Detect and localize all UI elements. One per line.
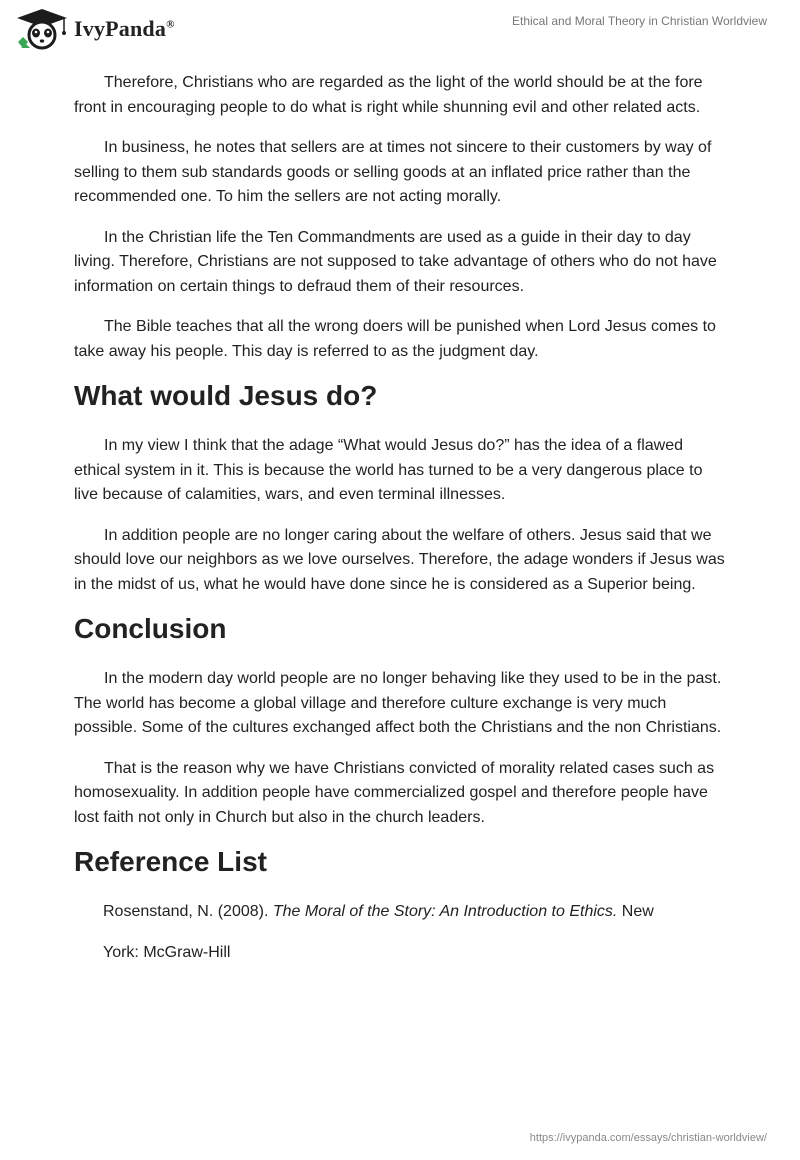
- section-heading-references: Reference List: [74, 846, 267, 877]
- jesus-paragraph-1: In my view I think that the adage “What would Jesus do?” has the idea of a flawed ethical system in it. This is because the world has turned to be a very dangerous place to live because of calamities, wars, and even terminal illnesses.: [74, 437, 703, 503]
- reference-entry-continued: York: McGraw-Hill: [103, 943, 231, 961]
- conclusion-paragraph-1: In the modern day world people are no longer behaving like they used to be in the past. The world has become a global village and therefore culture exchange is very much possible. Some of the cultures exchanged affect both the Christians and the non Christians.: [74, 670, 722, 736]
- section-heading-jesus: What would Jesus do?: [74, 380, 378, 411]
- page-header: [0, 0, 800, 60]
- intro-paragraph-1: Therefore, Christians who are regarded as the light of the world should be at the fore front in encouraging people to do what is right while shunning evil and other related acts.: [74, 74, 703, 116]
- conclusion-paragraph-2: That is the reason why we have Christians convicted of morality related cases such as homosexuality. In addition people have commercialized gospel and therefore people have lost faith not only in Church but also in the church leaders.: [74, 759, 715, 826]
- reference-entry: [74, 900, 730, 925]
- intro-paragraph-3: In the Christian life the Ten Commandments are used as a guide in their day to day living. Therefore, Christians are not supposed to take advantage of others who do not have information on certain things to defraud them of their resources.: [74, 228, 717, 295]
- source-url[interactable]: https://ivypanda.com/essays/christian-worldview/: [529, 1132, 767, 1144]
- jesus-paragraph-2: In addition people are no longer caring about the welfare of others. Jesus said that we should love our neighbors as we love ourselves. Therefore, the adage wonders if Jesus was in the midst of us, what he would have done since he is considered as a Superior being.: [74, 526, 725, 593]
- brand-name: IvyPanda®: [74, 16, 175, 41]
- document-title: Ethical and Moral Theory in Christian Worldview: [512, 14, 767, 28]
- intro-paragraph-2: In business, he notes that sellers are at times not sincere to their customers by way of selling to them sub standards goods or selling goods at an inflated price rather than the recommended one. To him the sellers are not acting morally.: [74, 139, 712, 205]
- reference-author: Rosenstand, N. (2008).: [103, 903, 273, 920]
- panda-graduate-icon: [14, 8, 70, 50]
- section-heading-conclusion: Conclusion: [74, 613, 227, 644]
- reference-place-start: New: [617, 903, 654, 920]
- reference-book-title: The Moral of the Story: An Introduction to Ethics.: [272, 903, 618, 920]
- intro-paragraph-4: The Bible teaches that all the wrong doers will be punished when Lord Jesus comes to take away his people. This day is referred to as the judgment day.: [74, 318, 716, 360]
- ivypanda-logo[interactable]: [14, 8, 175, 50]
- essay-body: [74, 71, 730, 965]
